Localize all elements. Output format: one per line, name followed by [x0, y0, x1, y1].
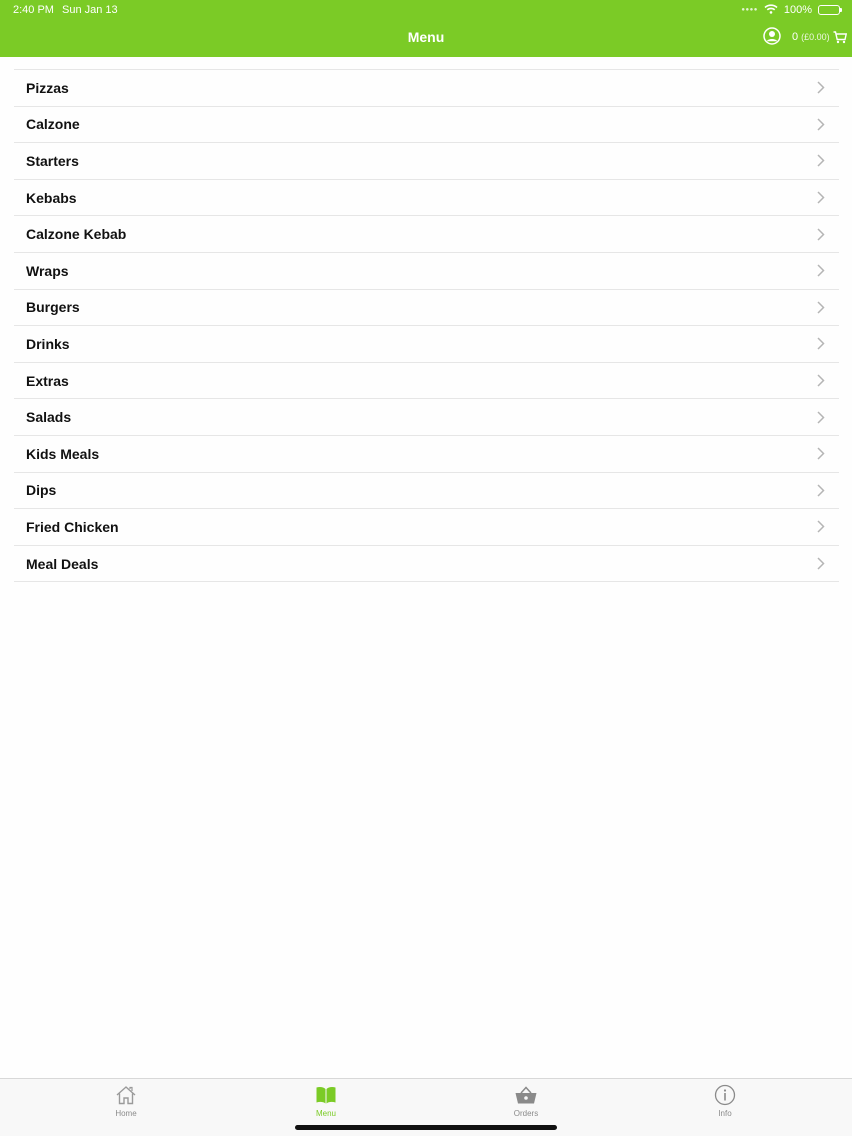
menu-item-label: Meal Deals [26, 555, 99, 572]
info-icon [685, 1084, 765, 1106]
cart-icon [833, 31, 847, 44]
chevron-right-icon [817, 447, 827, 461]
menu-item-meal-deals[interactable] [14, 546, 839, 583]
battery-icon [818, 5, 840, 15]
menu-item-wraps[interactable] [14, 253, 839, 290]
menu-item-salads[interactable] [14, 399, 839, 436]
menu-item-calzone[interactable] [14, 107, 839, 144]
home-indicator[interactable] [295, 1125, 557, 1130]
chevron-right-icon [817, 300, 827, 314]
menu-item-label: Extras [26, 372, 69, 389]
menu-item-pizzas[interactable] [14, 70, 839, 107]
menu-item-drinks[interactable] [14, 326, 839, 363]
menu-category-list [14, 69, 839, 582]
page-title: Menu [407, 29, 445, 45]
menu-item-label: Kids Meals [26, 445, 100, 462]
user-icon [763, 27, 781, 45]
status-time: 2:40 PM [13, 4, 54, 16]
menu-item-label: Fried Chicken [26, 518, 119, 535]
tab-label: Info [718, 1109, 732, 1118]
tab-label: Home [115, 1109, 137, 1118]
tab-orders[interactable] [486, 1084, 566, 1118]
menu-item-dips[interactable] [14, 473, 839, 510]
chevron-right-icon [817, 520, 827, 534]
home-icon [86, 1084, 166, 1106]
tab-label: Menu [315, 1109, 336, 1118]
chevron-right-icon [817, 483, 827, 497]
status-date: Sun Jan 13 [62, 4, 118, 16]
chevron-right-icon [817, 264, 827, 278]
menu-item-label: Pizzas [26, 79, 69, 96]
cart-total: (£0.00) [801, 32, 830, 42]
menu-item-label: Calzone Kebab [26, 226, 127, 243]
menu-item-label: Salads [26, 409, 72, 426]
menu-item-calzone-kebab[interactable] [14, 216, 839, 253]
chevron-right-icon [817, 154, 827, 168]
menu-item-kebabs[interactable] [14, 180, 839, 217]
menu-item-label: Dips [26, 482, 57, 499]
cart-button[interactable] [792, 29, 847, 45]
menu-item-extras[interactable] [14, 363, 839, 400]
signal-icon: ●●●● [741, 7, 758, 13]
menu-item-label: Starters [26, 152, 79, 169]
chevron-right-icon [817, 337, 827, 351]
menu-item-label: Drinks [26, 335, 70, 352]
basket-icon [486, 1084, 566, 1106]
status-indicators [741, 3, 840, 17]
chevron-right-icon [817, 81, 827, 95]
chevron-right-icon [817, 191, 827, 205]
account-button[interactable] [763, 27, 781, 45]
menu-item-label: Wraps [26, 262, 69, 279]
tab-home[interactable] [86, 1084, 166, 1118]
cart-count: 0 [792, 31, 799, 43]
menu-item-burgers[interactable] [14, 290, 839, 327]
chevron-right-icon [817, 227, 827, 241]
chevron-right-icon [817, 117, 827, 131]
header-bar [0, 0, 852, 57]
menu-item-fried-chicken[interactable] [14, 509, 839, 546]
menu-item-label: Burgers [26, 299, 80, 316]
chevron-right-icon [817, 374, 827, 388]
book-icon [286, 1084, 366, 1106]
battery-percent: 100% [783, 4, 812, 16]
chevron-right-icon [817, 410, 827, 424]
chevron-right-icon [817, 557, 827, 571]
tab-label: Orders [513, 1109, 539, 1118]
tab-menu[interactable] [286, 1084, 366, 1118]
menu-item-label: Kebabs [26, 189, 77, 206]
menu-item-label: Calzone [26, 116, 80, 133]
menu-item-kids-meals[interactable] [14, 436, 839, 473]
tab-info[interactable] [685, 1084, 765, 1118]
wifi-icon [764, 4, 778, 17]
menu-item-starters[interactable] [14, 143, 839, 180]
